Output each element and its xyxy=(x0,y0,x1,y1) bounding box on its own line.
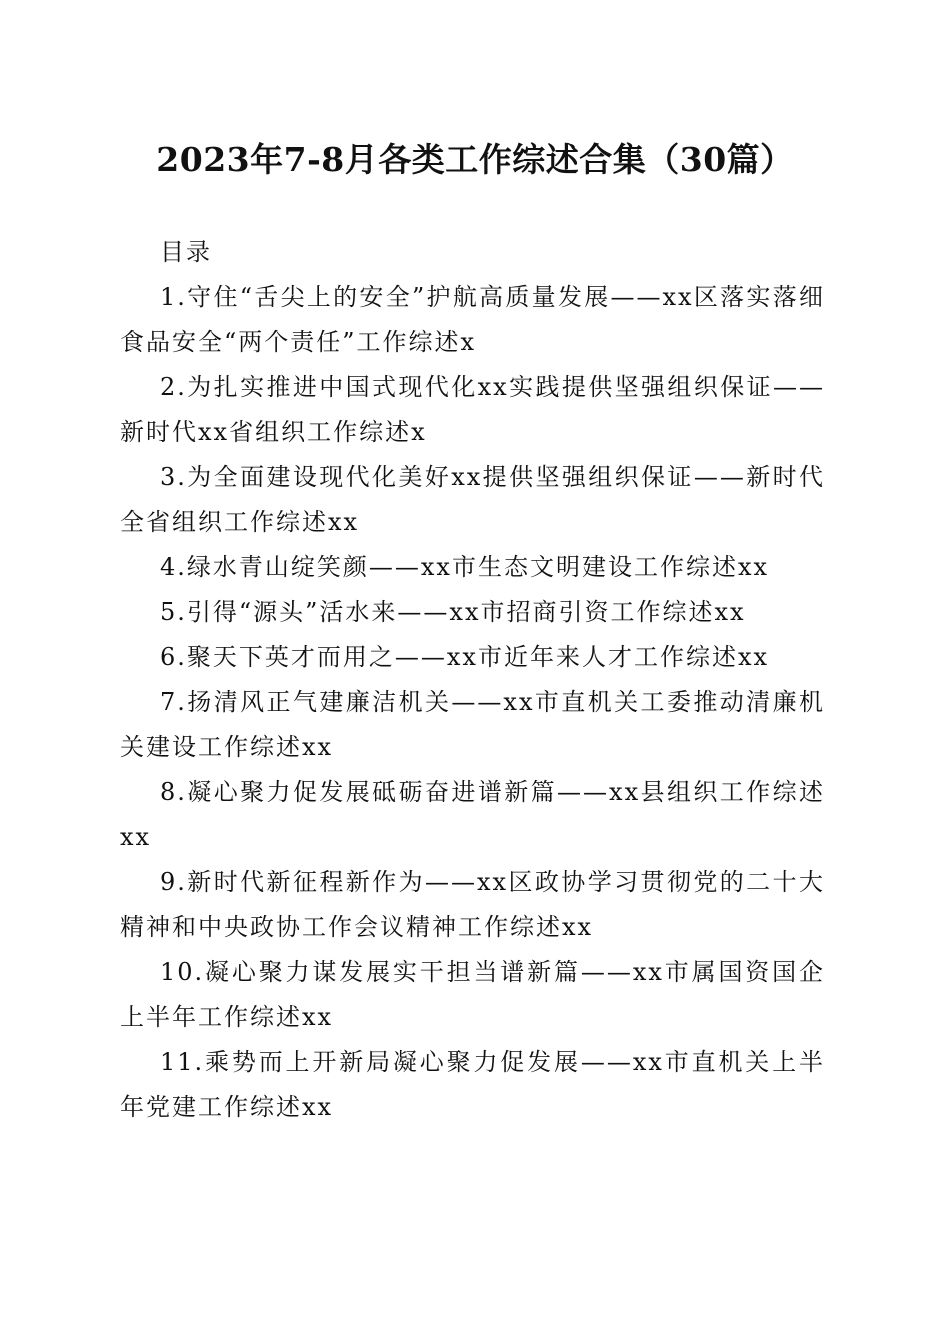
toc-entry-4: 4.绿水青山绽笑颜——xx市生态文明建设工作综述xx xyxy=(160,553,770,581)
toc-entry-3: 3.为全面建设现代化美好xx提供坚强组织保证——新时代全省组织工作综述xx xyxy=(120,463,825,536)
toc-entry-6: 6.聚天下英才而用之——xx市近年来人才工作综述xx xyxy=(160,643,770,671)
toc-entry-8: 8.凝心聚力促发展砥砺奋进谱新篇——xx县组织工作综述xx xyxy=(120,778,825,851)
document-title: 2023年7-8月各类工作综述合集（30篇） xyxy=(156,140,794,179)
toc-entry-2: 2.为扎实推进中国式现代化xx实践提供坚强组织保证——新时代xx省组织工作综述x xyxy=(120,373,825,446)
toc-entry-9: 9.新时代新征程新作为——xx区政协学习贯彻党的二十大精神和中央政协工作会议精神工作综述xx xyxy=(120,868,825,941)
toc-entry-10: 10.凝心聚力谋发展实干担当谱新篇——xx市属国资国企上半年工作综述xx xyxy=(120,958,825,1031)
toc-entry-7: 7.扬清风正气建廉洁机关——xx市直机关工委推动清廉机关建设工作综述xx xyxy=(120,688,825,761)
table-of-contents xyxy=(120,230,825,1130)
toc-entry-11: 11.乘势而上开新局凝心聚力促发展——xx市直机关上半年党建工作综述xx xyxy=(120,1048,825,1121)
toc-entry-5: 5.引得“源头”活水来——xx市招商引资工作综述xx xyxy=(160,598,746,626)
toc-entry-1: 1.守住“舌尖上的安全”护航高质量发展——xx区落实落细食品安全“两个责任”工作综述x xyxy=(120,283,825,356)
toc-heading: 目录 xyxy=(160,238,212,266)
